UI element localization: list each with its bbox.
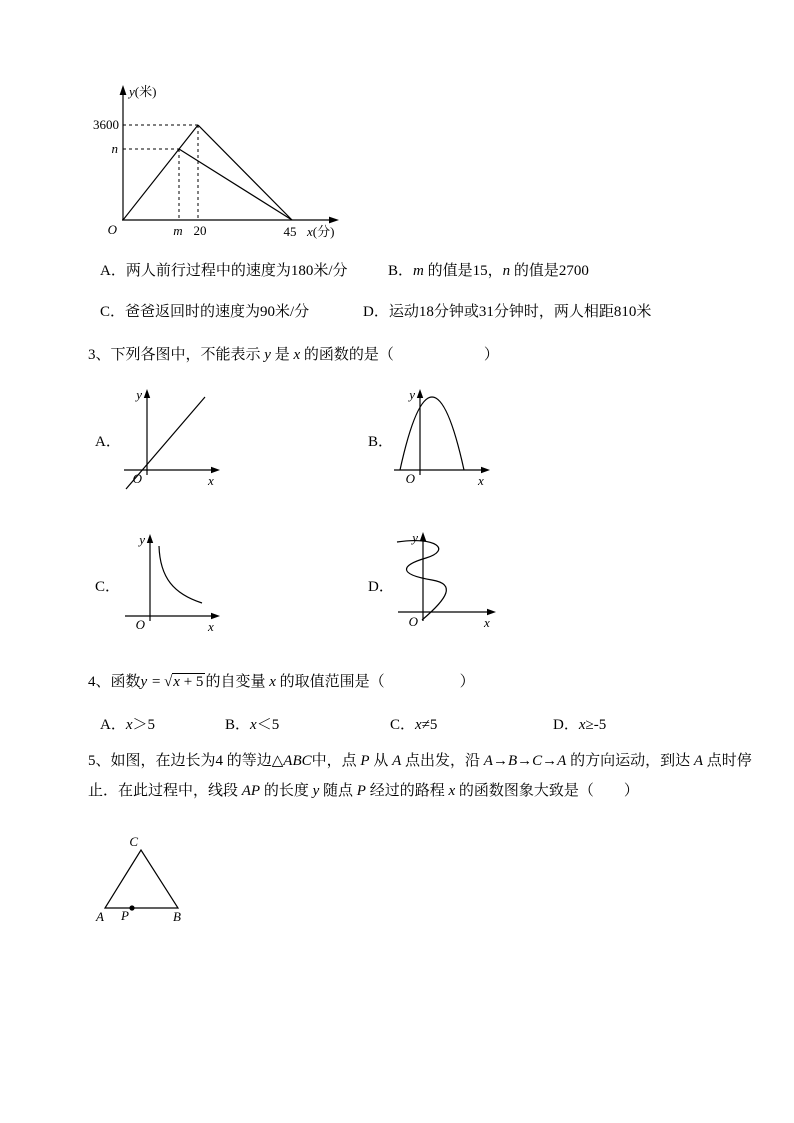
q3-graph-c (112, 528, 232, 643)
x-axis-label: x (478, 473, 484, 488)
y-axis-label: y (412, 530, 418, 545)
q2-option-c (100, 302, 309, 322)
option-text: x≠5 (415, 717, 438, 733)
q2-option-d (363, 302, 651, 322)
q3-option-d-label: D． (368, 579, 394, 595)
option-text: m 的值是15，n 的值是2700 (413, 263, 589, 279)
q5-figure (88, 835, 208, 936)
option-label: C． (100, 304, 126, 320)
q3-option-b-label: B． (368, 434, 394, 450)
y-axis-label: y (136, 387, 142, 402)
origin-label: O (107, 222, 117, 237)
y-axis-arrow-icon (120, 85, 127, 95)
decreasing-curve (159, 546, 202, 603)
q4-stem-pre: 4、函数 (88, 674, 141, 690)
graph-segment-rise (123, 125, 198, 220)
y-axis-arrow-icon (420, 532, 426, 541)
y-tick-n: n (111, 141, 118, 156)
q5-stem-line2: 止．在此过程中，线段 AP 的长度 y 随点 P 经过的路程 x 的函数图象大致是（ ） (88, 783, 639, 799)
point-p-dot (129, 905, 134, 910)
q2-option-a (100, 261, 348, 281)
option-text: x＜5 (250, 717, 280, 733)
x-tick-45: 45 (283, 224, 297, 239)
point-p-label: P (121, 908, 129, 923)
downward-parabola (400, 397, 464, 470)
x-axis-arrow-icon (329, 217, 339, 224)
option-label: D． (363, 304, 389, 320)
y-tick-3600: 3600 (93, 117, 119, 132)
y-axis-label: y(米) (129, 84, 157, 99)
triangle-abc (105, 850, 178, 908)
option-text: x＞5 (125, 717, 156, 733)
x-axis-label: x (208, 619, 214, 634)
q2-figure (85, 80, 345, 258)
option-label: D． (553, 717, 579, 733)
q3-graph-d (388, 528, 508, 643)
y-axis-arrow-icon (147, 534, 153, 543)
q4-formula-lhs: y = (140, 674, 162, 690)
q4-option-d (553, 715, 606, 735)
q4-stem (88, 672, 475, 692)
q3-figure-a (112, 385, 232, 506)
q3-figure-d (388, 528, 508, 649)
vertex-c-label: C (129, 835, 138, 849)
y-axis-label: y (139, 532, 145, 547)
q3-figure-b (380, 385, 500, 506)
s-curve (397, 541, 446, 620)
x-axis-label: x (208, 473, 214, 488)
q3-graph-b (380, 385, 500, 500)
y-axis-arrow-icon (417, 389, 423, 398)
x-tick-20: 20 (193, 223, 207, 238)
option-label: B． (388, 263, 414, 279)
origin-label: O (408, 614, 418, 629)
q3-graph-a (112, 385, 232, 500)
q4-radicand: x + 5 (173, 674, 204, 690)
origin-label: O (132, 471, 142, 486)
option-label: A． (100, 717, 126, 733)
x-tick-m: m (173, 223, 183, 238)
option-text: 爸爸返回时的速度为90米/分 (125, 304, 310, 320)
q4-option-c (390, 715, 437, 735)
y-axis-label: y (409, 387, 415, 402)
q4-option-a (100, 715, 155, 735)
graph-segment-second (179, 149, 292, 220)
option-text: x≥-5 (578, 717, 607, 733)
q3-stem: 3、下列各图中，不能表示 y 是 x 的函数的是（ ） (88, 347, 499, 363)
q3-figure-c (112, 528, 232, 649)
option-text: 两人前行过程中的速度为180米/分 (125, 263, 348, 279)
vertex-a-label: A (96, 909, 104, 924)
q4-option-b (225, 715, 279, 735)
origin-label: O (135, 617, 145, 632)
q4-stem-post: 的自变量 x 的取值范围是（ ） (205, 674, 475, 690)
x-axis-label: x (484, 615, 490, 630)
q2-option-b (388, 261, 589, 281)
q5-stem-line1: 5、如图，在边长为4 的等边△ABC中，点 P 从 A 点出发，沿 A→B→C→A 的方向运动，到达 A 点时停 (88, 753, 752, 769)
origin-label: O (405, 471, 415, 486)
q3-option-c-label: C． (95, 579, 121, 595)
graph-segment-return (198, 125, 292, 220)
option-label: B． (225, 717, 251, 733)
x-axis-label: x(分) (307, 224, 335, 239)
q2-distance-time-graph (85, 80, 345, 252)
vertex-b-label: B (173, 909, 181, 924)
q5-equilateral-triangle (88, 835, 208, 930)
q3-option-a-label: A． (95, 434, 121, 450)
y-axis-arrow-icon (144, 389, 150, 398)
radical-sign: √ (164, 674, 173, 690)
option-label: A． (100, 263, 126, 279)
option-text: 运动18分钟或31分钟时，两人相距810米 (388, 304, 652, 320)
option-label: C． (390, 717, 416, 733)
